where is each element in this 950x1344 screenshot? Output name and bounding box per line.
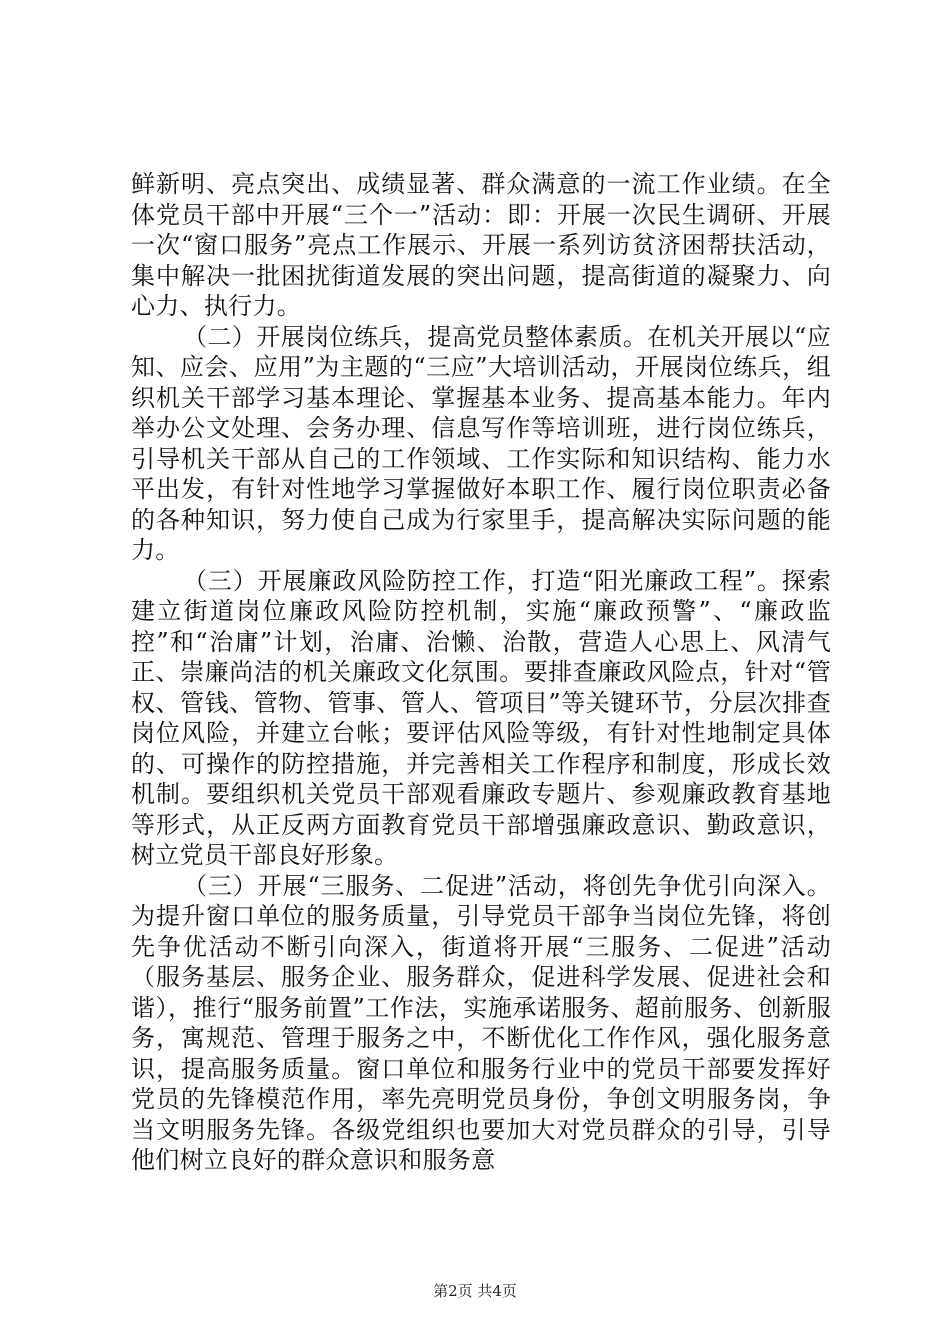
paragraph-section-three-a: （三）开展廉政风险防控工作，打造“阳光廉政工程”。探索建立街道岗位廉政风险防控机制，实施“廉政预警”、“廉政监控”和“治庸”计划，治庸、治懒、治散，营造人心思上、风清气正、崇廉尚洁的机关廉政文化氛围。要排查廉政风险点，针对“管权、管钱、管物、管事、管人、管项目”等关键环节，分层次排查岗位风险，并建立台帐；要评估风险等级，有针对性地制定具体的、可操作的防控措施，并完善相关工作程序和制度，形成长效机制。要组织机关党员干部观看廉政专题片、参观廉政教育基地等形式，从正反两方面教育党员干部增强廉政意识、勤政意识，树立党员干部良好形象。 — [131, 566, 831, 869]
paragraph-section-three-b: （三）开展“三服务、二促进”活动，将创先争优引向深入。为提升窗口单位的服务质量，引导党员干部争当岗位先锋，将创先争优活动不断引向深入，街道将开展“三服务、二促进”活动（服务基层、服务企业、服务群众，促进科学发展、促进社会和谐），推行“服务前置”工作法，实施承诺服务、超前服务、创新服务，寓规范、管理于服务之中，不断优化工作作风，强化服务意识，提高服务质量。窗口单位和服务行业中的党员干部要发挥好党员的先锋模范作用，率先亮明党员身份，争创文明服务岗，争当文明服务先锋。各级党组织也要加大对党员群众的引导，引导他们树立良好的群众意识和服务意 — [131, 871, 831, 1174]
document-body — [131, 169, 831, 1176]
page-footer: 第2页 共4页 — [433, 1282, 517, 1300]
paragraph-section-two: （二）开展岗位练兵，提高党员整体素质。在机关开展以“应知、应会、应用”为主题的“三应”大培训活动，开展岗位练兵，组织机关干部学习基本理论、掌握基本业务、提高基本能力。年内举办公文处理、会务办理、信息写作等培训班，进行岗位练兵，引导机关干部从自己的工作领域、工作实际和知识结构、能力水平出发，有针对性地学习掌握做好本职工作、履行岗位职责必备的各种知识，努力使自己成为行家里手，提高解决实际问题的能力。 — [131, 322, 831, 564]
paragraph-continued: 鲜新明、亮点突出、成绩显著、群众满意的一流工作业绩。在全体党员干部中开展“三个一”活动：即：开展一次民生调研、开展一次“窗口服务”亮点工作展示、开展一系列访贫济困帮扶活动，集中解决一批困扰街道发展的突出问题，提高街道的凝聚力、向心力、执行力。 — [131, 170, 831, 320]
